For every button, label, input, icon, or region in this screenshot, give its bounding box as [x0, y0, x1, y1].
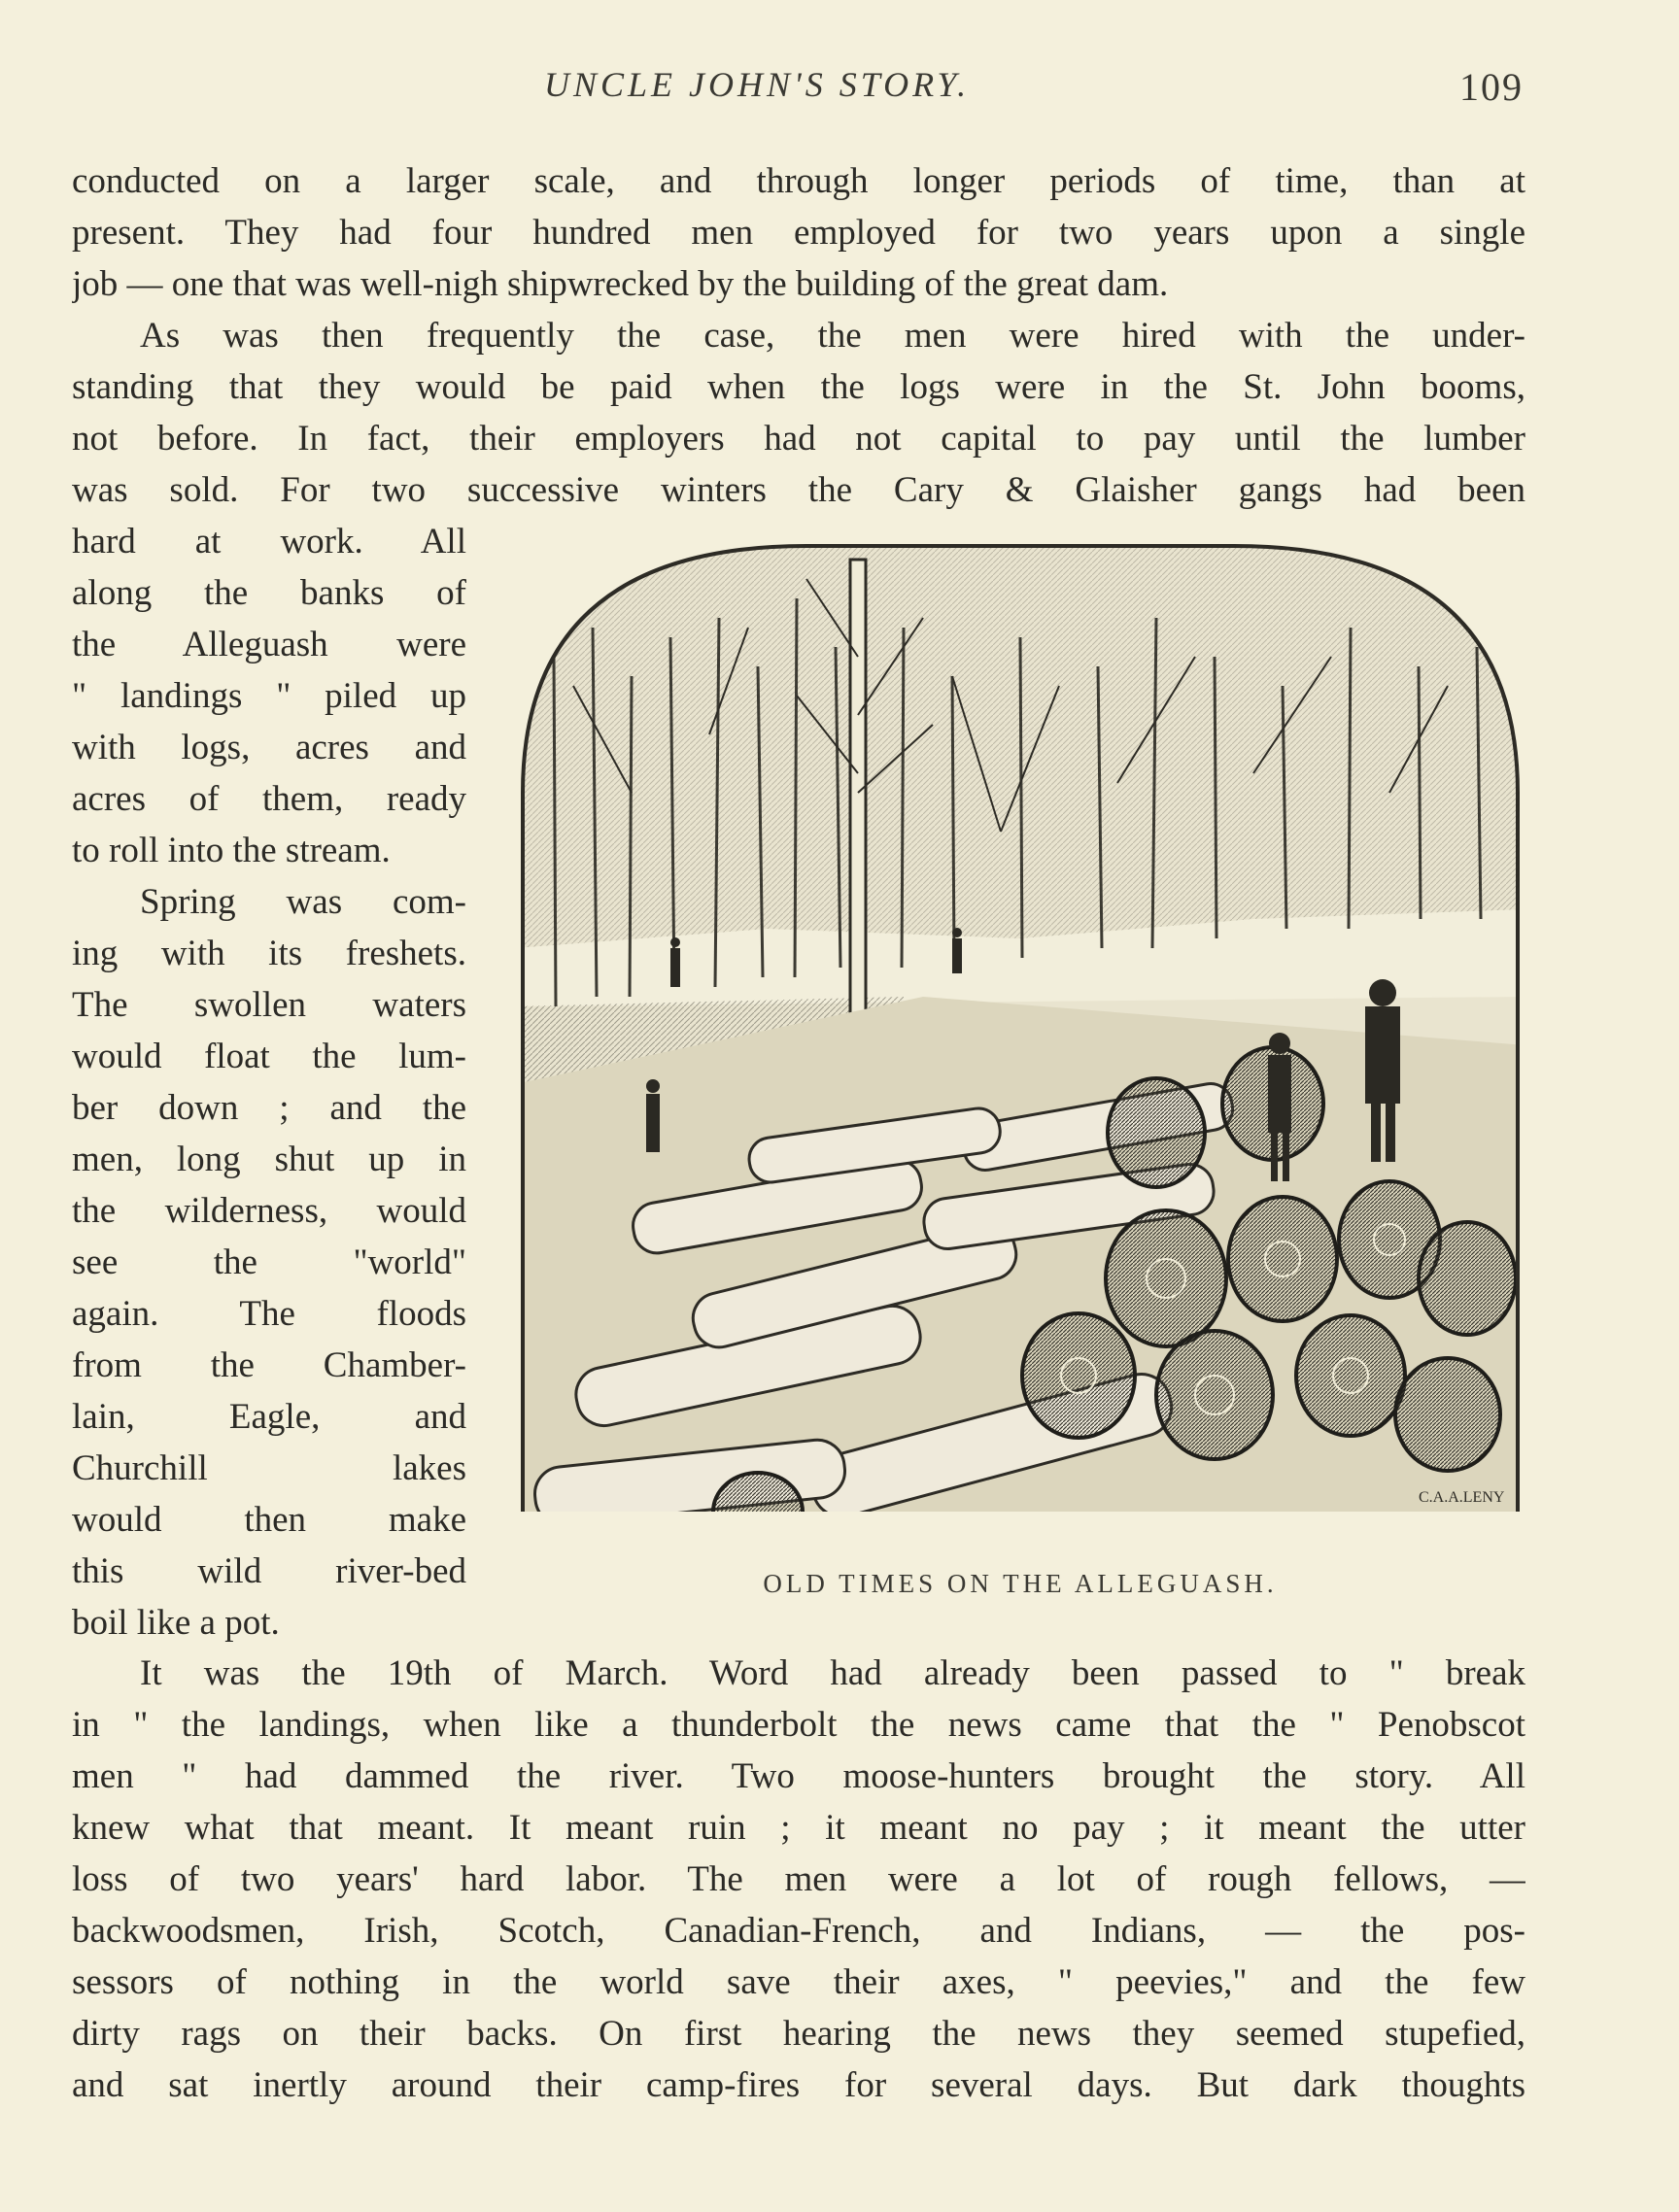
text-line: ing with its freshets.: [72, 934, 466, 973]
text-line: men " had dammed the river. Two moose-hunters brought the story. All: [72, 1756, 1525, 1796]
text-line: the Alleguash were: [72, 625, 466, 664]
text-line: acres of them, ready: [72, 779, 466, 819]
text-line: see the "world": [72, 1242, 466, 1282]
text-line: lain, Eagle, and: [72, 1397, 466, 1437]
text-line: to roll into the stream.: [72, 831, 391, 870]
text-line: knew what that meant. It meant ruin ; it meant no pay ; it meant the utter: [72, 1808, 1525, 1848]
text-line: sessors of nothing in the world save their axes, " peevies," and the few: [72, 1962, 1525, 2002]
text-line: and sat inertly around their camp-fires for several days. But dark thoughts: [72, 2065, 1525, 2105]
text-line: would float the lum-: [72, 1037, 466, 1076]
text-line: ber down ; and the: [72, 1088, 466, 1128]
text-line: not before. In fact, their employers had not capital to pay until the lumber: [72, 419, 1525, 459]
page-number: 109: [1459, 65, 1524, 109]
text-line: from the Chamber-: [72, 1345, 466, 1385]
text-line: job — one that was well-nigh shipwrecked by the building of the great dam.: [72, 264, 1169, 304]
text-line: along the banks of: [72, 573, 466, 613]
text-line: men, long shut up in: [72, 1140, 466, 1179]
text-line: dirty rags on their backs. On first hearing the news they seemed stupefied,: [72, 2014, 1525, 2054]
text-line: would then make: [72, 1500, 466, 1540]
bottom-paragraphs: [72, 1648, 1525, 2111]
side-column-text: [72, 516, 466, 1649]
figure-caption: OLD TIMES ON THE ALLEGUASH.: [763, 1569, 1278, 1598]
text-line: Churchill lakes: [72, 1448, 466, 1488]
running-title: UNCLE JOHN'S STORY.: [544, 65, 971, 104]
text-line: As was then frequently the case, the men were hired with the under-: [140, 316, 1525, 356]
text-line: Spring was com-: [140, 882, 466, 922]
text-line: hard at work. All: [72, 522, 466, 562]
text-line: backwoodsmen, Irish, Scotch, Canadian-French, and Indians, — the pos-: [72, 1911, 1525, 1951]
text-line: present. They had four hundred men employed for two years upon a single: [72, 213, 1525, 253]
text-line: " landings " piled up: [72, 676, 466, 716]
text-line: standing that they would be paid when the logs were in the St. John booms,: [72, 367, 1525, 407]
text-line: boil like a pot.: [72, 1603, 280, 1643]
text-line: in " the landings, when like a thunderbolt the news came that the " Penobscot: [72, 1705, 1525, 1745]
text-line: The swollen waters: [72, 985, 466, 1025]
text-line: this wild river-bed: [72, 1551, 466, 1591]
text-line: loss of two years' hard labor. The men were a lot of rough fellows, —: [72, 1859, 1525, 1899]
text-line: was sold. For two successive winters the Cary & Glaisher gangs had been: [72, 470, 1525, 510]
engraving-illustration: [515, 540, 1525, 1545]
text-line: the wilderness, would: [72, 1191, 466, 1231]
engraver-signature: C.A.A.LENY: [1419, 1489, 1505, 1506]
text-line: conducted on a larger scale, and through longer periods of time, than at: [72, 161, 1525, 201]
text-line: again. The floods: [72, 1294, 466, 1334]
text-line: with logs, acres and: [72, 728, 466, 767]
top-paragraphs: [72, 155, 1525, 516]
text-line: It was the 19th of March. Word had already been passed to " break: [140, 1653, 1525, 1693]
